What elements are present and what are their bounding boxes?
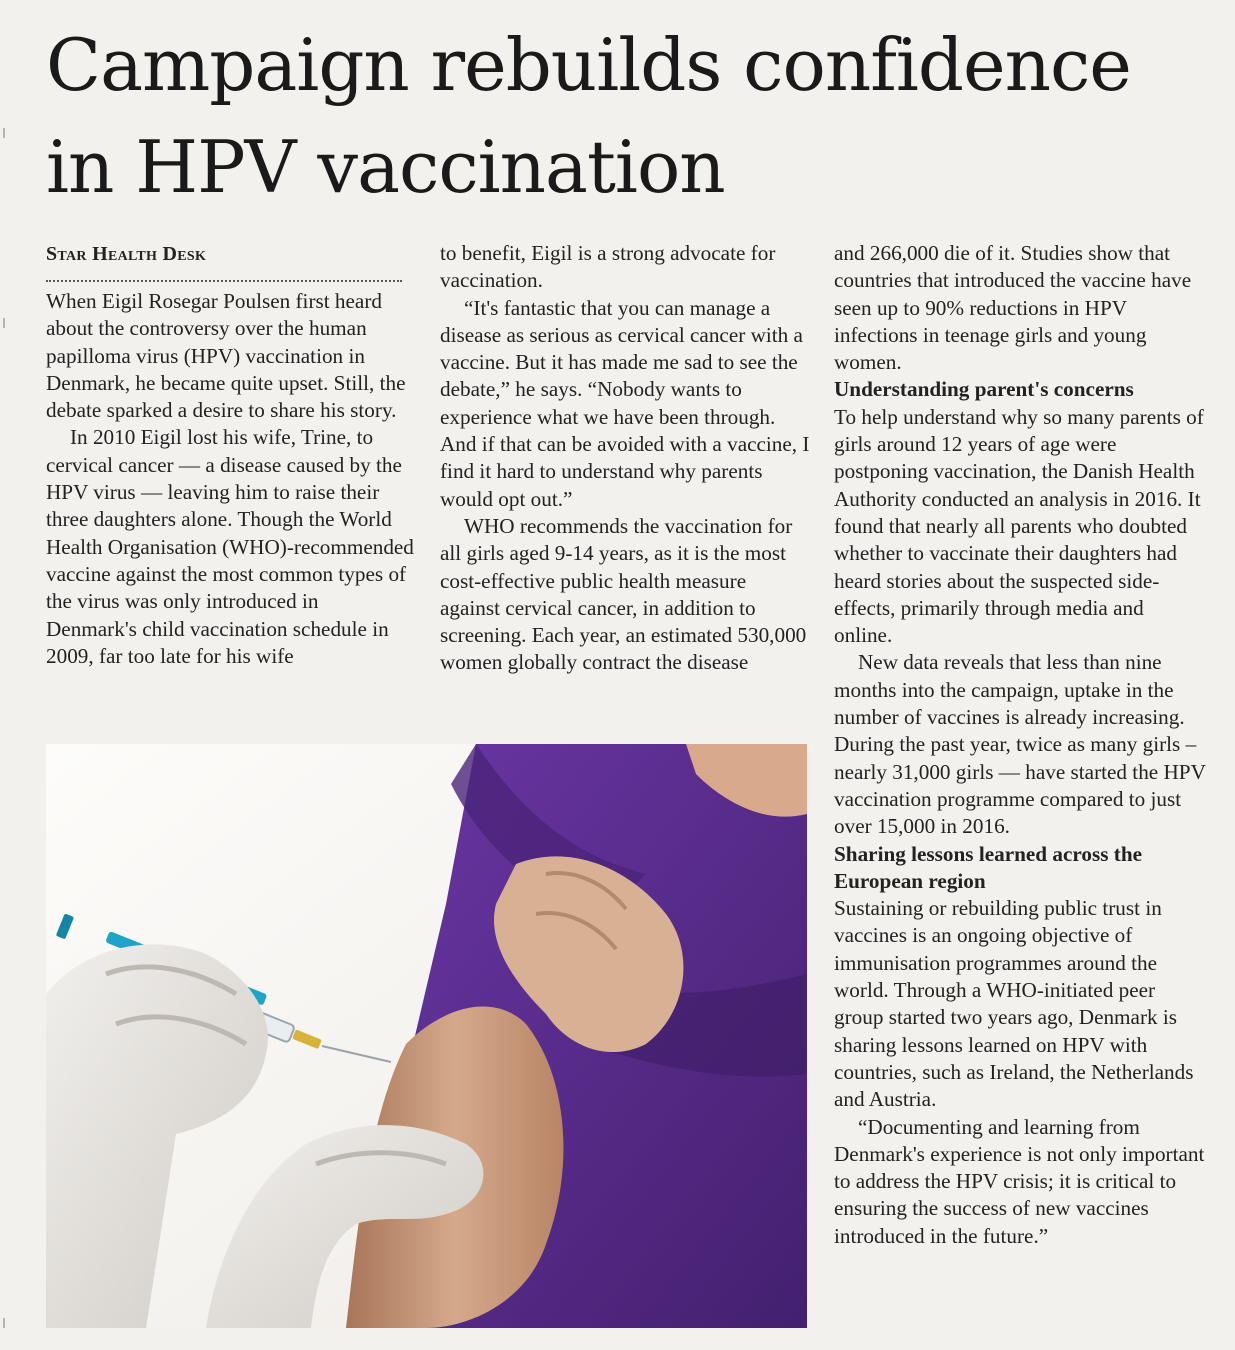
paragraph: Sustaining or rebuilding public trust in vaccines is an ongoing objective of immunisation programmes around the world. Through a WHO-initiated peer group started two years ago, Denmark is sharing lessons learned on HPV with countries, such as Ireland, the Netherlands and Austria. [834, 896, 1194, 1112]
paragraph: In 2010 Eigil lost his wife, Trine, to cervical cancer — a disease caused by the HPV virus — leaving him to raise their three daughters alone. Though the World Health Organisation (WHO)-recommended vaccine against the most common types of the virus was only introduced in Denmark's child vaccination schedule in 2009, far too late for his wife [46, 425, 414, 668]
margin-mark [3, 318, 5, 328]
article-column-3 [834, 240, 1206, 1250]
dotted-divider [46, 280, 402, 282]
subheading: Sharing lessons learned across the European region [834, 841, 1143, 893]
vaccination-photo [46, 744, 807, 1328]
subheading: Understanding parent's concerns [834, 377, 1134, 402]
paragraph: WHO recommends the vaccination for all girls aged 9-14 years, as it is the most cost-effective public health measure against cervical cancer, in addition to screening. Each year, an estimated 530,000 women globally contract the disease [440, 513, 807, 675]
paragraph: “It's fantastic that you can manage a disease as serious as cervical cancer with a vaccine. But it has made me sad to see the debate,” he says. “Nobody wants to experience what we have been through. And if that can be avoided with a vaccine, I find it hard to understand why parents would opt out.” [440, 295, 810, 511]
article-column-1 [46, 240, 414, 670]
byline: Star Health Desk [46, 243, 207, 265]
article-column-2 [440, 240, 810, 677]
paragraph: New data reveals that less than nine months into the campaign, uptake in the number of vaccines is already increasing. During the past year, twice as many girls – nearly 31,000 girls — have started the HPV vaccination programme compared to just over 15,000 in 2016. [834, 650, 1206, 839]
margin-mark [3, 1318, 5, 1328]
paragraph: and 266,000 die of it. Studies show that countries that introduced the vaccine have seen up to 90% reductions in HPV infections in teenage girls and young women. [834, 241, 1192, 375]
paragraph: to benefit, Eigil is a strong advocate for vaccination. [440, 241, 776, 293]
margin-mark [3, 128, 5, 138]
paragraph: When Eigil Rosegar Poulsen first heard about the controversy over the human papilloma virus (HPV) vaccination in Denmark, he became quite upset. Still, the debate sparked a desire to share his story. [46, 289, 406, 423]
paragraph: “Documenting and learning from Denmark's experience is not only important to address the HPV crisis; it is critical to ensuring the success of new vaccines introduced in the future.” [834, 1114, 1205, 1248]
headline: Campaign rebuilds confidence in HPV vaccination [46, 23, 1131, 209]
paragraph: To help understand why so many parents of girls around 12 years of age were postponing vaccination, the Danish Health Authority conducted an analysis in 2016. It found that nearly all parents who doubted whether to vaccinate their daughters had heard stories about the suspected side-effects, primarily through media and online. [834, 404, 1204, 648]
